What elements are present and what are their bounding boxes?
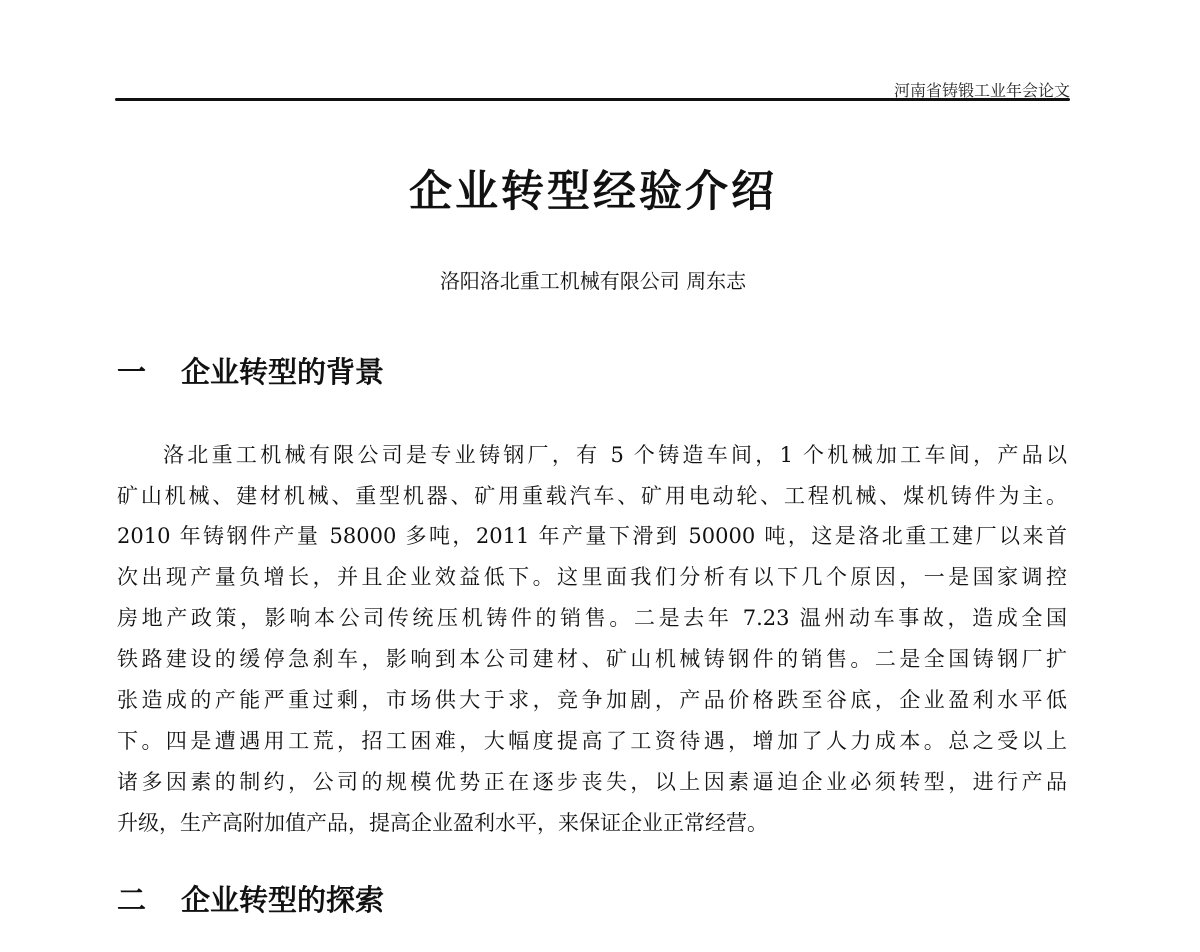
- section-heading-1: [117, 350, 384, 391]
- section-title: 企业转型的探索: [181, 883, 385, 917]
- author-line: 洛阳洛北重工机械有限公司 周东志: [439, 269, 747, 293]
- section-title: 企业转型的背景: [181, 355, 385, 389]
- section-heading-2: [117, 878, 384, 919]
- paragraph-line: 下。四是遭遇用工荒，招工困难，大幅度提高了工资待遇，增加了人力成本。总之受以上: [117, 729, 1067, 753]
- paragraph-line: 铁路建设的缓停急刹车，影响到本公司建材、矿山机械铸钢件的销售。二是全国铸钢厂扩: [117, 647, 1067, 671]
- paragraph-line: 房地产政策，影响本公司传统压机铸件的销售。二是去年 7.23 温州动车事故，造成全国: [117, 606, 1067, 630]
- header-rule: [115, 98, 1070, 101]
- section-number: 一: [117, 355, 147, 389]
- paragraph-line: 2010 年铸钢件产量 58000 多吨，2011 年产量下滑到 50000 吨，这是洛北重工建厂以来首: [117, 524, 1067, 548]
- paragraph-line: 洛北重工机械有限公司是专业铸钢厂，有 5 个铸造车间，1 个机械加工车间，产品以: [163, 443, 1067, 467]
- paragraph-line: 次出现产量负增长，并且企业效益低下。这里面我们分析有以下几个原因，一是国家调控: [117, 565, 1067, 589]
- paragraph-line: 升级，生产高附加值产品，提高企业盈利水平，来保证企业正常经营。: [117, 811, 768, 835]
- paragraph-line: 张造成的产能严重过剩，市场供大于求，竞争加剧，产品价格跌至谷底，企业盈利水平低: [117, 688, 1067, 712]
- paper-title: 企业转型经验介绍: [409, 167, 777, 217]
- section-number: 二: [117, 883, 147, 917]
- paragraph-line: 诸多因素的制约，公司的规模优势正在逐步丧失，以上因素逼迫企业必须转型，进行产品: [117, 770, 1067, 794]
- running-header: 河南省铸锻工业年会论文: [893, 81, 1070, 100]
- paragraph-line: 矿山机械、建材机械、重型机器、矿用重载汽车、矿用电动轮、工程机械、煤机铸件为主。: [117, 484, 1067, 508]
